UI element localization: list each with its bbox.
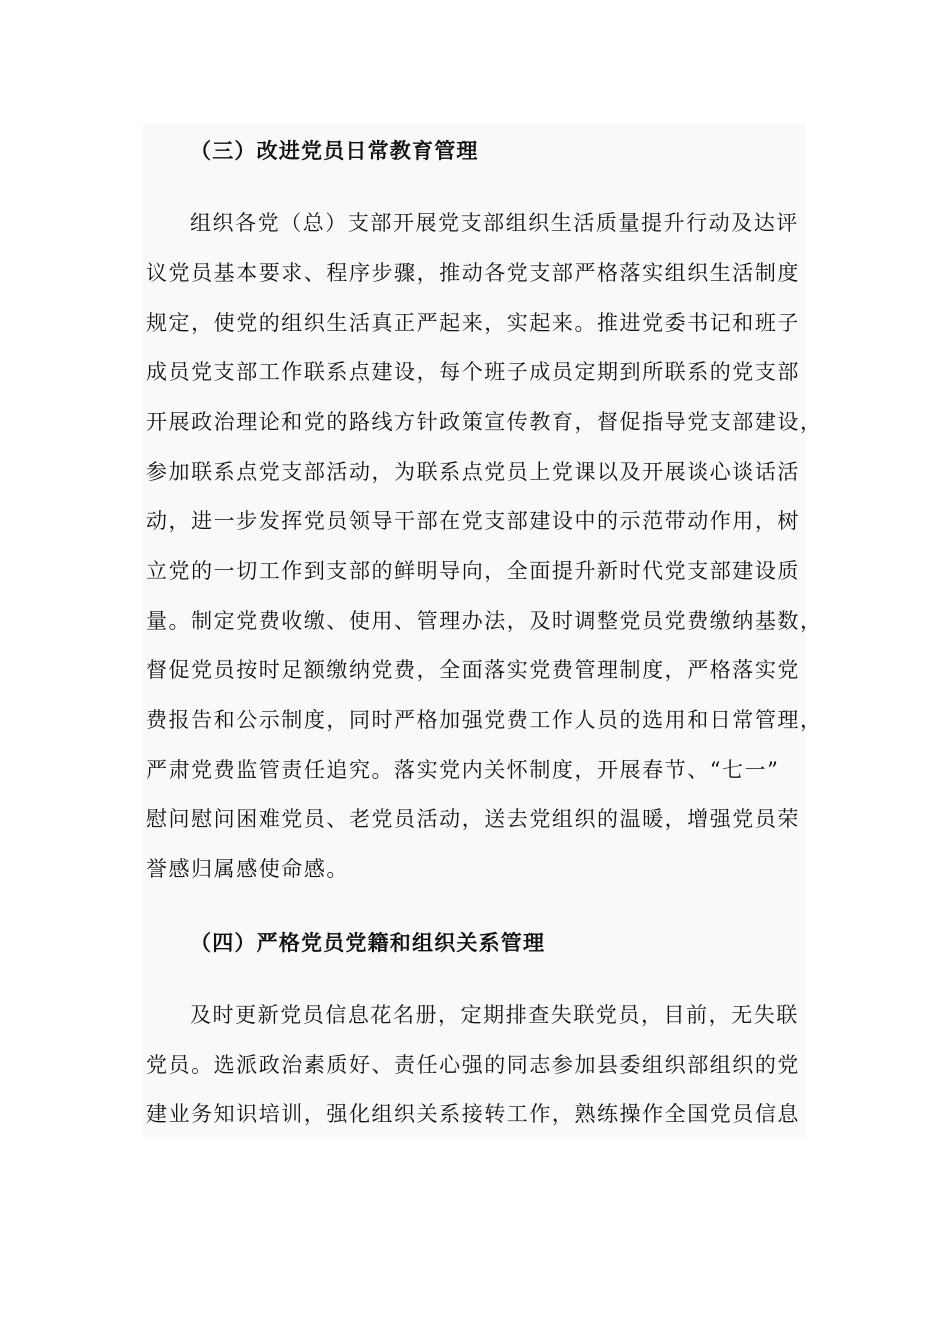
section4-line-3: 建业务知识培训，强化组织关系接转工作，熟练操作全国党员信息 [146, 1102, 800, 1126]
section4-line-1: 及时更新党员信息花名册，定期排查失联党员，目前，无失联 [190, 1003, 799, 1027]
section3-line-10: 督促党员按时足额缴纳党费，全面落实党费管理制度，严格落实党 [146, 658, 800, 682]
section3-line-5: 开展政治理论和党的路线方针政策宣传教育，督促指导党支部建设， [146, 410, 823, 434]
section4-heading: （四）严格党员党籍和组织关系管理 [190, 930, 546, 955]
section3-line-13: 慰问慰问困难党员、老党员活动，送去党组织的温暖，增强党员荣 [146, 807, 800, 831]
section3-line-4: 成员党支部工作联系点建设，每个班子成员定期到所联系的党支部 [146, 360, 800, 384]
section3-line-7: 动，进一步发挥党员领导干部在党支部建设中的示范带动作用，树 [146, 509, 800, 533]
section3-line-6: 参加联系点党支部活动，为联系点党员上党课以及开展谈心谈话活 [146, 460, 800, 484]
section3-heading: （三）改进党员日常教育管理 [190, 138, 479, 163]
section3-line-14: 誉感归属感使命感。 [146, 857, 349, 881]
section3-line-2: 议党员基本要求、程序步骤，推动各党支部严格落实组织生活制度 [146, 261, 800, 285]
section3-line-3: 规定，使党的组织生活真正严起来，实起来。推进党委书记和班子 [146, 311, 800, 335]
section3-line-1: 组织各党（总）支部开展党支部组织生活质量提升行动及达评 [190, 211, 799, 235]
section3-line-8: 立党的一切工作到支部的鲜明导向，全面提升新时代党支部建设质 [146, 559, 800, 583]
section3-line-9: 量。制定党费收缴、使用、管理办法，及时调整党员党费缴纳基数， [146, 609, 823, 633]
section3-line-12: 严肃党费监管责任追究。落实党内关怀制度，开展春节、“七一” [146, 758, 780, 782]
section4-line-2: 党员。选派政治素质好、责任心强的同志参加县委组织部组织的党 [146, 1053, 800, 1077]
section3-line-11: 费报告和公示制度，同时严格加强党费工作人员的选用和日常管理， [146, 708, 823, 732]
